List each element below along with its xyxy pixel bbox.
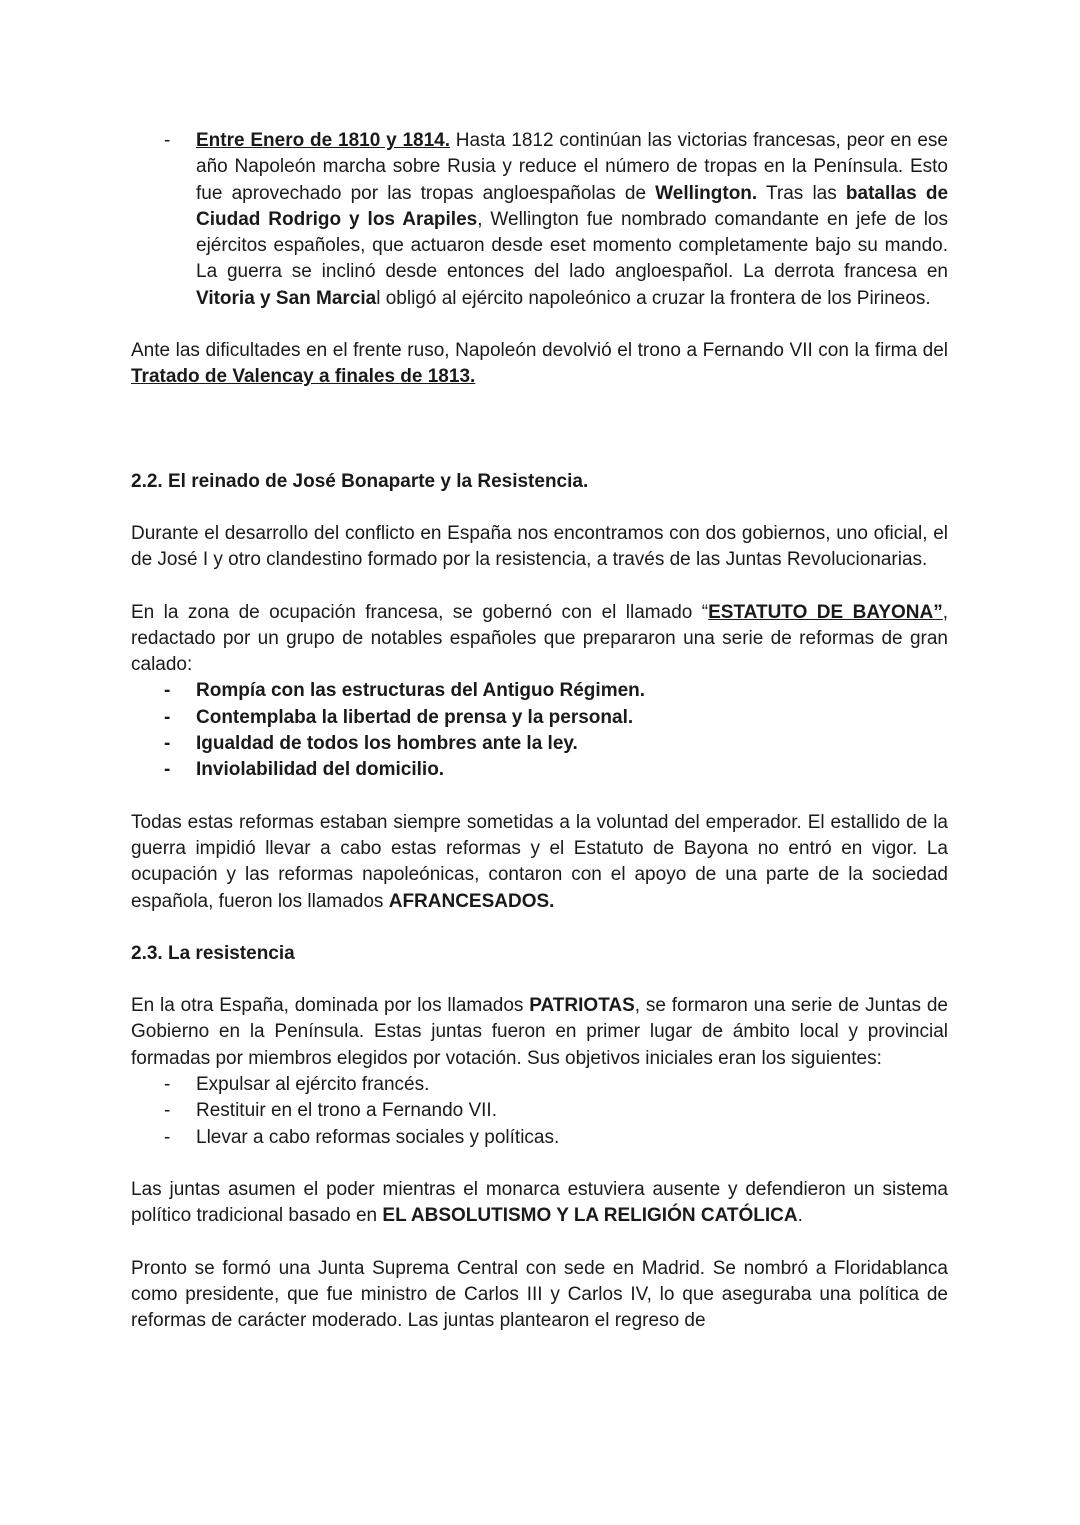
text-run: Ante las dificultades en el frente ruso, Napoleón devolvió el trono a Fernando VII con la firma del	[131, 340, 948, 362]
text-run: Las juntas asumen el poder mientras el monarca estuviera ausente y defendieron un sistema político tradicional basado en	[131, 1178, 948, 1227]
text-run: batallas de Ciudad Rodrigo y los Arapiles	[196, 182, 949, 230]
list-item-1810-1814	[131, 128, 948, 312]
bullet-dash: -	[164, 1126, 171, 1148]
bullet-text	[196, 130, 948, 309]
objectives-list	[131, 1072, 948, 1151]
text-run: PATRIOTAS	[529, 995, 635, 1017]
text-run: Hasta 1812 continúan las victorias francesas, peor en ese año Napoleón marcha sobre Rusia y reduce el número de tropas en la Península. Esto fue aprovechado por las tropas angloespañolas de	[196, 130, 948, 204]
text-run: Tras las	[757, 182, 846, 204]
list-item	[131, 678, 948, 704]
reform-text: Igualdad de todos los hombres ante la ley.	[196, 733, 578, 755]
text-run: ESTATUTO DE BAYONA”	[708, 601, 943, 623]
section-heading-2-2: 2.2. El reinado de José Bonaparte y la Resistencia.	[131, 470, 589, 492]
text-run: , se formaron una serie de Juntas de Gobierno en la Península. Estas juntas fueron en primer lugar de ámbito local y provincial formadas por miembros elegidos por votación. Sus objetivos iniciales eran los siguientes:	[131, 995, 948, 1069]
bullet-dash: -	[164, 733, 171, 755]
bullet-dash: -	[164, 706, 171, 728]
objective-text: Llevar a cabo reformas sociales y políticas.	[196, 1126, 560, 1148]
text-run: Wellington.	[655, 182, 758, 204]
reforms-list	[131, 678, 948, 783]
paragraph-junta-suprema: Pronto se formó una Junta Suprema Central con sede en Madrid. Se nombró a Floridablanca como presidente, que fue ministro de Carlos III y Carlos IV, lo que aseguraba una política de reformas de carácter moderado. Las juntas plantearon el regreso de	[131, 1257, 948, 1332]
paragraph-valencay	[131, 338, 948, 391]
bullet-dash: -	[164, 130, 171, 151]
text-run: En la zona de ocupación francesa, se gobernó con el llamado “	[131, 601, 709, 623]
text-run: AFRANCESADOS.	[388, 890, 555, 912]
text-run: Todas estas reformas estaban siempre sometidas a la voluntad del emperador. El estallido de la guerra impidió llevar a cabo estas reformas y el Estatuto de Bayona no entró en vigor. La ocupación y las reformas napoleónicas, contaron con el apoyo de una parte de la sociedad española, fueron los llamados	[131, 811, 948, 912]
text-run: Tratado de Valencay a finales de 1813.	[131, 366, 476, 388]
text-run: .	[797, 1205, 803, 1227]
bullet-dash: -	[164, 680, 171, 702]
text-run: l obligó al ejército napoleónico a cruzar la frontera de los Pirineos.	[376, 287, 931, 309]
list-item	[131, 705, 948, 731]
section-heading-2-3: 2.3. La resistencia	[131, 942, 295, 964]
chronology-list	[131, 128, 948, 312]
reform-text: Rompía con las estructuras del Antiguo Régimen.	[196, 680, 646, 702]
text-run: Vitoria y San Marcia	[196, 287, 377, 309]
list-item	[131, 1098, 948, 1124]
paragraph-afrancesados	[131, 810, 948, 915]
text-run: Entre Enero de 1810 y 1814.	[196, 130, 450, 151]
reform-text: Contemplaba la libertad de prensa y la personal.	[196, 706, 634, 728]
document-page	[131, 128, 948, 1334]
bullet-dash: -	[164, 1074, 171, 1096]
paragraph-governments: Durante el desarrollo del conflicto en España nos encontramos con dos gobiernos, uno oficial, el de José I y otro clandestino formado por la resistencia, a través de las Juntas Revolucionarias.	[131, 522, 948, 571]
objective-text: Expulsar al ejército francés.	[196, 1074, 430, 1096]
bullet-dash: -	[164, 1100, 171, 1122]
paragraph-bayona	[131, 600, 948, 679]
text-run: , Wellington fue nombrado comandante en jefe de los ejércitos españoles, que actuaron desde eset momento completamente bajo su mando. La guerra se inclinó desde entonces del lado angloespañol. La derrota francesa en	[196, 208, 948, 283]
bullet-dash: -	[164, 759, 171, 781]
list-item	[131, 757, 948, 783]
text-run: EL ABSOLUTISMO Y LA RELIGIÓN CATÓLICA	[382, 1205, 798, 1227]
list-item	[131, 731, 948, 757]
list-item	[131, 1072, 948, 1098]
paragraph-patriotas	[131, 993, 948, 1072]
text-run: , redactado por un grupo de notables españoles que prepararon una serie de reformas de gran calado:	[131, 601, 949, 676]
list-item	[131, 1125, 948, 1151]
text-run: En la otra España, dominada por los llamados	[131, 995, 530, 1017]
paragraph-juntas	[131, 1177, 948, 1230]
reform-text: Inviolabilidad del domicilio.	[196, 759, 445, 781]
objective-text: Restituir en el trono a Fernando VII.	[196, 1100, 497, 1122]
